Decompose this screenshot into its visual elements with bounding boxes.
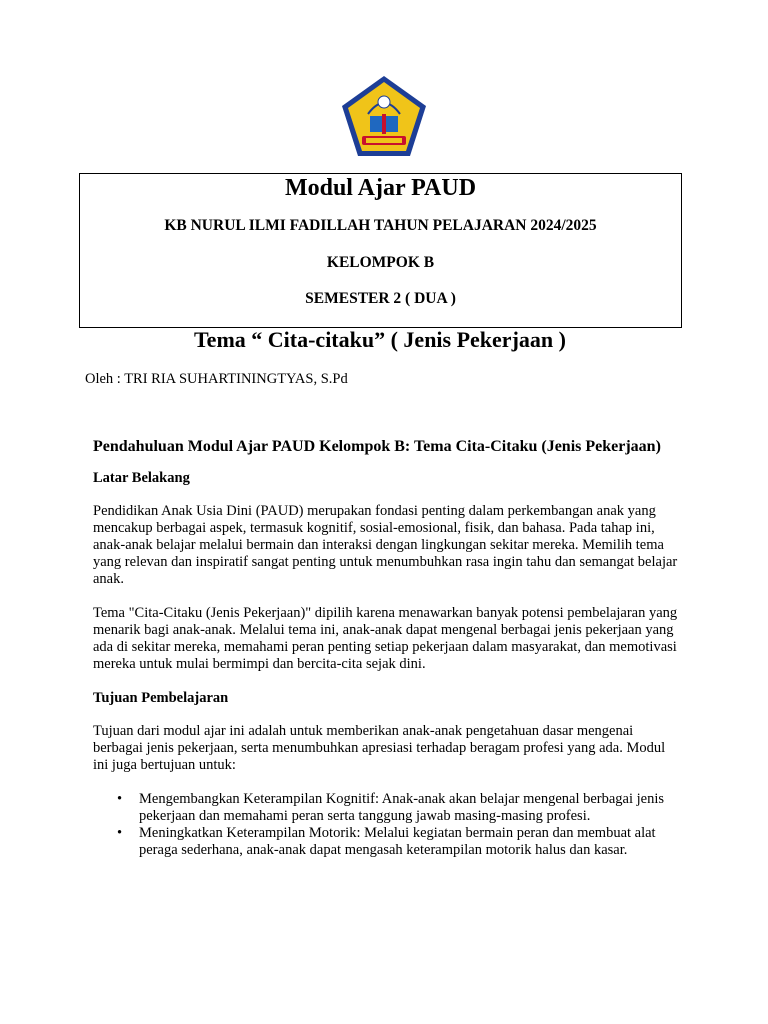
semester-line: SEMESTER 2 ( DUA ) [305,290,456,307]
author-line: Oleh : TRI RIA SUHARTININGTYAS, S.Pd [85,371,348,387]
paragraph-1: Pendidikan Anak Usia Dini (PAUD) merupakan fondasi penting dalam perkembangan anak yang mencakup berbagai aspek, termasuk kognitif, sosial-emosional, fisik, dan bahasa. Pada tahap ini, anak-anak belajar melalui bermain dan interaksi dengan lingkungan sekitar mereka. Memilih tema yang relevan dan inspiratif sangat penting untuk menumbuhkan rasa ingin tahu dan semangat belajar anak. [93,503,678,587]
objectives-list [93,791,683,859]
school-year-line: KB NURUL ILMI FADILLAH TAHUN PELAJARAN 2024/2025 [164,217,597,234]
theme-title: Tema “ Cita-citaku” ( Jenis Pekerjaan ) [194,327,566,352]
paragraph-3: Tujuan dari modul ajar ini adalah untuk memberikan anak-anak pengetahuan dasar mengenai berbagai jenis pekerjaan, serta menumbuhkan apresiasi terhadap beragam profesi yang ada. Modul ini juga bertujuan untuk: [93,723,666,773]
list-item: • Mengembangkan Keterampilan Kognitif: Anak-anak akan belajar mengenal berbagai jenis pekerjaan dan memahami peran serta tanggung jawab masing-masing profesi. [139,791,683,825]
group-line: KELOMPOK B [326,254,435,271]
document-title: Modul Ajar PAUD [284,175,477,201]
section-heading: Pendahuluan Modul Ajar PAUD Kelompok B: Tema Cita-Citaku (Jenis Pekerjaan) [93,438,661,455]
school-emblem-icon [340,74,428,158]
school-logo [340,74,428,158]
paragraph-2: Tema "Cita-Citaku (Jenis Pekerjaan)" dipilih karena menawarkan banyak potensi pembelajaran yang menarik bagi anak-anak. Melalui tema ini, anak-anak dapat mengenal berbagai jenis pekerjaan yang ada di sekitar mereka, memahami peran penting setiap pekerjaan dalam masyarakat, dan memotivasi mereka untuk mulai bermimpi dan bercita-cita sejak dini. [93,605,678,672]
document-body [93,437,683,859]
subheading-objectives: Tujuan Pembelajaran [93,690,229,706]
title-box [79,173,682,328]
list-item: • Meningkatkan Keterampilan Motorik: Melalui kegiatan bermain peran dan membuat alat peraga sederhana, anak-anak dapat mengasah keterampilan motorik halus dan kasar. [139,825,683,859]
subheading-background: Latar Belakang [93,470,190,486]
